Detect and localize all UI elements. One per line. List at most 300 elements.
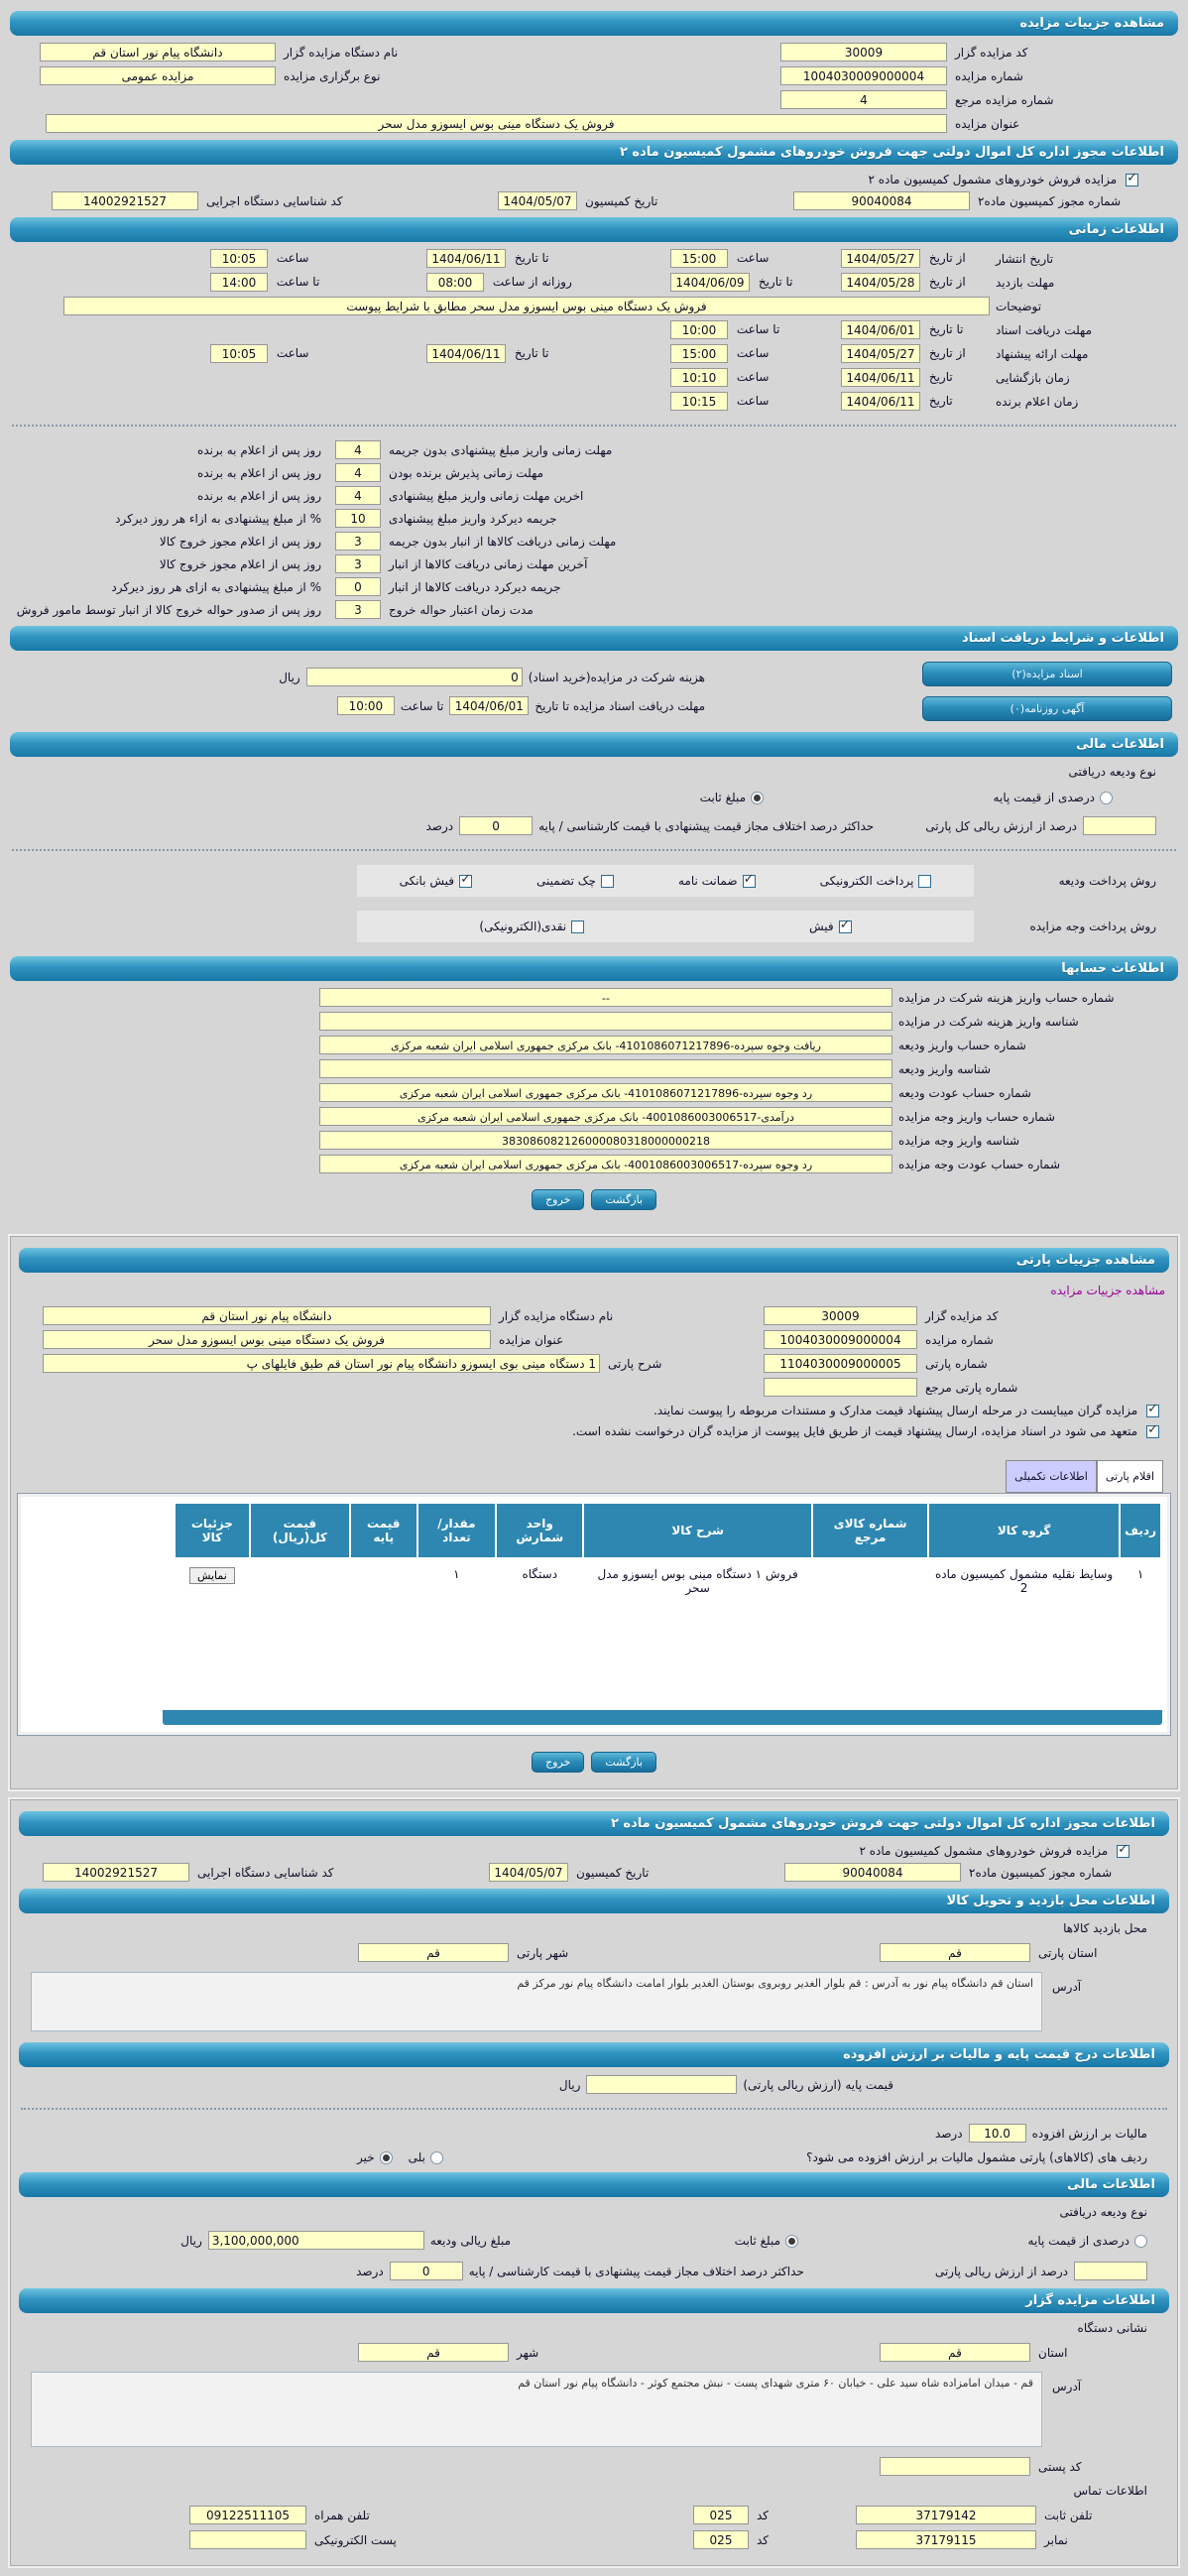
party-city-field[interactable]: قم [358,1943,509,1962]
party-tab-label: اطلاعات تکمیلی [1014,1470,1088,1483]
permit-date-field[interactable]: 1404/05/07 [498,191,577,210]
items-footer-bar [175,1666,1161,1706]
account-row [8,1012,1180,1031]
opening-label: زمان بازگشایی [996,370,1070,385]
party-row-2 [17,1330,1171,1349]
organizer-province-label: استان [1038,2345,1068,2360]
permit-checkbox[interactable] [1126,174,1138,186]
auction-documents-button[interactable]: اسناد مزایده(۲) [922,662,1172,686]
fax-code-label: کد [757,2532,770,2547]
account-label: شماره حساب واریز ودیعه [898,1038,1026,1052]
auction-row-1 [8,43,1180,61]
visit-to-date-field[interactable]: 1404/06/09 [670,273,750,292]
percent-of-value-field[interactable] [1083,816,1156,835]
deposit-payment-label: روش پرداخت ودیعه [1058,874,1156,888]
deposit-type-options [8,791,1180,804]
view-auction-details-link[interactable]: مشاهده جزییات مزایده [1050,1284,1165,1297]
publish-to-time-field[interactable]: 10:05 [210,249,268,268]
penalty-suffix: روز پس از اعلام به برنده [197,442,321,457]
publish-to-date-field[interactable]: 1404/06/11 [426,249,506,268]
party-ref-field[interactable] [764,1378,917,1397]
base-price-field[interactable] [586,2075,737,2094]
account-label: شناسه واریز وجه مزایده [898,1133,1020,1148]
permit2-no-field[interactable]: 90040084 [784,1863,961,1882]
accounts-header: اطلاعات حسابها [10,956,1178,981]
organizer-address-textarea[interactable]: قم - میدان امامزاده شاه سید علی - خیابان ۶۰ متری شهدای پست - نبش مجتمع کوثر - دانشگاه پیام نور استان قم [31,2372,1042,2447]
items-column-header: شرح کالا [583,1503,812,1558]
permit-exec-field[interactable]: 14002921527 [52,191,198,210]
penalty-suffix: روز پس از اعلام مجوز خروج کالا [159,534,321,549]
account-field[interactable]: درآمدی-4001086003006517- بانک مرکزی جمهوری اسلامی ایران شعبه مرکزی [319,1107,892,1126]
percent-of-party-field[interactable] [1074,2262,1147,2280]
max-diff2-field[interactable]: 0 [390,2262,463,2280]
opening-date-field[interactable]: 1404/06/11 [841,368,920,387]
item-index-cell: ۱ [1120,1558,1161,1666]
exit-button[interactable]: خروج [532,1189,584,1210]
winner-label: زمان اعلام برنده [996,394,1079,409]
account-row [8,1083,1180,1102]
penalty-label: جریمه دیرکرد دریافت کالاها از انبار [389,579,561,594]
account-field[interactable]: 383086082126000080318000000218 [319,1131,892,1150]
payment-method-checkbox[interactable] [601,875,614,888]
penalty-row [8,554,1180,573]
offer-to-hour-label: ساعت [276,346,309,360]
contact-info-title: اطلاعات تماس [1073,2484,1147,2498]
account-label: شناسه واریز ودیعه [898,1061,992,1076]
items-column-header: مقدار/ تعداد [417,1503,497,1558]
party-number-field[interactable]: 1104030009000005 [764,1354,917,1373]
visit-place-label: محل بازدید کالاها [1063,1921,1147,1935]
percent-of-value-label: درصد از ارزش ریالی کل پارتی [925,818,1077,833]
penalty-suffix: روز پس از صدور حواله خروج کالا از انبار توسط مامور فروش [16,602,321,617]
party-row-3 [17,1354,1171,1373]
account-field[interactable]: -- [319,988,892,1007]
permit-row [8,191,1180,210]
permit-date-label: تاریخ کمیسیون [585,193,658,208]
auction-detail-panel [0,0,1188,1226]
account-row [8,1059,1180,1078]
max-diff2-label: حداکثر درصد اختلاف مجاز قیمت پیشنهادی با قیمت کارشناسی / پایه [468,2264,804,2278]
notes-label: توضیحات [996,299,1042,313]
payment-method [479,920,584,933]
party-auction-code-label: کد مزایده گزار [925,1308,999,1323]
max-diff-field[interactable]: 0 [459,816,533,835]
organizer-name-field[interactable]: دانشگاه پیام نور استان قم [40,43,276,61]
fixed-radio2[interactable] [785,2235,798,2248]
opening-hour-label: ساعت [736,370,770,384]
auction-number-label: شماره مزایده [955,68,1023,83]
finance1-percent-row [8,816,1180,835]
permit2-date-field[interactable]: 1404/05/07 [489,1863,568,1882]
email-field[interactable] [189,2530,306,2549]
max-diff2-unit: درصد [356,2264,384,2278]
penalty-rows [8,440,1180,619]
vat-no-label: خیر [357,2150,375,2164]
item-total-price-cell [250,1558,350,1666]
payment-method-label: پرداخت الکترونیکی [819,874,914,888]
items-column-header: قیمت کل(ریال) [250,1503,350,1558]
finance2-percent-row [17,2262,1171,2280]
back-button[interactable]: بازگشت [591,1752,656,1773]
penalty-suffix: روز پس از اعلام به برنده [197,465,321,480]
vat-field[interactable]: 10.0 [969,2124,1026,2143]
party-tab-label: اقلام پارتی [1105,1470,1154,1483]
penalty-row [8,532,1180,551]
offer-from-time-field[interactable]: 15:00 [670,344,728,363]
offer-to-time-field[interactable]: 10:05 [210,344,268,363]
fixed-radio-label: مبلغ ثابت [699,791,746,804]
party-desc-label: شرح پارتی [608,1356,662,1371]
permit-no-label: شماره مجوز کمیسیون ماده۲ [978,193,1122,208]
docs-date-field[interactable]: 1404/06/01 [841,320,920,339]
penalty-row [8,577,1180,596]
winner-date-field[interactable]: 1404/06/11 [841,392,920,411]
auction-code-field[interactable]: 30009 [780,43,947,61]
no-file-request-checkbox[interactable] [1146,1425,1159,1438]
mobile-label: تلفن همراه [314,2508,370,2522]
party-location-row [17,1943,1171,1962]
visit-until-hour-label: تا ساعت [276,275,320,289]
account-label: شماره حساب عودت ودیعه [898,1085,1031,1100]
party-organizer-field[interactable]: دانشگاه پیام نور استان قم [43,1306,491,1325]
items-column-header: ردیف [1120,1503,1161,1558]
party-edit-panel [10,1799,1178,2566]
auction-row-3 [8,90,1180,109]
penalty-value-field[interactable]: 4 [335,486,381,505]
winner-date-label: تاریخ [928,394,953,408]
docs-deadline-label: مهلت دریافت اسناد [996,322,1093,337]
divider [12,849,1176,851]
account-label: شماره حساب عودت وجه مزایده [898,1157,1061,1171]
penalty-value-field[interactable]: 3 [335,600,381,619]
penalty-label: مهلت زمانی پذیرش برنده بودن [389,465,544,480]
timing-winner-row [8,392,1180,411]
penalty-row [8,440,1180,459]
penalty-suffix: روز پس از اعلام مجوز خروج کالا [159,556,321,571]
permit2-checkbox-label: مزایده فروش خودروهای مشمول کمیسیون ماده ۲ [859,1844,1109,1858]
fee-field[interactable]: 0 [306,668,523,686]
penalty-row [8,600,1180,619]
party-ref-label: شماره پارتی مرجع [925,1380,1018,1395]
item-ref-cell [812,1558,928,1666]
party-row-1 [17,1306,1171,1325]
auction-number-field[interactable]: 1004030009000004 [780,66,947,85]
fax-field[interactable]: 37179115 [856,2530,1036,2549]
item-group-cell: وسایط نقلیه مشمول کمیسیون ماده 2 [928,1558,1120,1666]
auction-type-field[interactable]: مزایده عمومی [40,66,276,85]
item-base-price-cell [350,1558,417,1666]
publish-to-hour-label: ساعت [276,251,309,265]
timing-notes-row [8,297,1180,315]
penalty-value-field[interactable]: 3 [335,532,381,551]
vat-unit: درصد [934,2126,963,2141]
payment-method [536,874,614,888]
show-item-details-button[interactable]: نمایش [189,1567,235,1584]
payment-method-label: چک تضمینی [536,874,596,888]
publish-from-date-field[interactable]: 1404/05/27 [841,249,920,268]
items-column-header: قیمت پایه [350,1503,417,1558]
finance2-header: اطلاعات مالی [19,2172,1169,2197]
penalty-suffix: % از مبلغ پیشنهادی به ازاء هر روز دیرکرد [115,511,321,526]
email-label: پست الکترونیکی [314,2532,397,2547]
party-city-label: شهر پارتی [517,1945,569,1960]
account-field[interactable] [319,1012,892,1031]
back-button[interactable]: بازگشت [591,1189,656,1210]
docs-to-hour-label: تا ساعت [400,698,444,713]
payment-method-label: نقدی(الکترونیکی) [479,920,567,933]
organizer-address-title: نشانی دستگاه [1077,2321,1147,2335]
penalty-value-field[interactable]: 4 [335,463,381,482]
auction-ref-label: شماره مزایده مرجع [955,92,1054,107]
deposit-type2-options [17,2231,1171,2250]
permit2-exec-label: کد شناسایی دستگاه اجرایی [197,1865,334,1880]
opening-date-label: تاریخ [928,370,953,384]
permit2-exec-field[interactable]: 14002921527 [43,1863,189,1882]
visit-to-label: تا تاریخ [758,275,793,289]
docs-time-field[interactable]: 10:00 [670,320,728,339]
account-label: شماره حساب واریز وجه مزایده [898,1109,1055,1124]
percent-radio2-label: درصدی از قیمت پایه [1027,2233,1129,2248]
deposit-type-label: نوع ودیعه دریافتی [1068,765,1156,779]
permit2-checkbox-line [17,1844,1171,1858]
party-auction-number-label: شماره مزایده [925,1332,994,1347]
docs-deadline-date-field[interactable]: 1404/06/01 [449,696,529,715]
offer-to-date-field[interactable]: 1404/06/11 [426,344,506,363]
party-note-1-text: مزایده گران میبایست در مرحله ارسال پیشنهاد قیمت مدارک و مستندات مربوطه را پیوست نمایند. [653,1404,1138,1417]
account-field[interactable]: رد وجوه سپرده-4101086071217896- بانک مرکزی جمهوری اسلامی ایران شعبه مرکزی [319,1083,892,1102]
party-tabs [17,1460,1171,1493]
organizer-city-label: شهر [517,2345,539,2360]
auction-subject-label: عنوان مزایده [955,116,1020,131]
deposit-amount-unit: ریال [180,2233,202,2248]
offer-to-label: تا تاریخ [514,346,549,360]
party-organizer-label: نام دستگاه مزایده گزار [499,1308,614,1323]
deposit-amount-label: مبلغ ریالی ودیعه [429,2233,511,2248]
phone-field[interactable]: 37179142 [856,2506,1036,2524]
percent-radio2[interactable] [1134,2235,1147,2248]
vat-yes-label: بلی [408,2150,425,2164]
fee-label: هزینه شرکت در مزایده(خرید اسناد) [528,670,705,684]
party-detail-panel [10,1236,1178,1789]
vat-yes-radio[interactable] [430,2151,443,2164]
exit-button[interactable]: خروج [532,1752,584,1773]
penalty-row [8,486,1180,505]
penalty-label: مهلت زمانی دریافت کالاها از انبار بدون جریمه [389,534,617,549]
docs-deadline-time-field[interactable]: 10:00 [337,696,395,715]
auction-code-label: کد مزایده گزار [955,45,1028,60]
offer-from-date-field[interactable]: 1404/05/27 [841,344,920,363]
postal-code-field[interactable] [880,2457,1030,2476]
permit2-row [17,1863,1171,1882]
publish-from-time-field[interactable]: 15:00 [670,249,728,268]
penalty-suffix: روز پس از اعلام به برنده [197,488,321,503]
timing-header: اطلاعات زمانی [10,217,1178,242]
deposit-payment-methods [357,865,974,897]
divider [12,425,1176,427]
organizer-address-label: آدرس [1052,2380,1082,2393]
auction-payment-label: روش پرداخت وجه مزایده [1029,920,1156,933]
party-auction-code-field[interactable]: 30009 [764,1306,917,1325]
percent-of-party-label: درصد از ارزش ریالی پارتی [934,2264,1068,2278]
account-row [8,1131,1180,1150]
party-note-2 [17,1424,1171,1438]
panel2-buttons [17,1752,1171,1773]
postal-code-label: کد پستی [1038,2459,1082,2474]
docs-fields [8,658,918,725]
permit-no-field[interactable]: 90040084 [793,191,970,210]
auction-payment-row [8,911,1180,942]
penalty-label: آخرین مهلت زمانی دریافت کالاها از انبار [389,556,588,571]
max-diff-label: حداکثر درصد اختلاف مجاز قیمت پیشنهادی با قیمت کارشناسی / پایه [538,818,875,833]
finance1-header: اطلاعات مالی [10,732,1178,757]
payment-method [400,874,472,888]
payment-method-checkbox[interactable] [571,920,584,933]
publish-label: تاریخ انتشار [996,251,1054,266]
organizer-header: اطلاعات مزایده گزار [19,2288,1169,2313]
auction-ref-field[interactable]: 4 [780,90,947,109]
party-tab[interactable] [1097,1460,1163,1493]
fax-code-field[interactable]: 025 [693,2530,749,2549]
permit2-checkbox[interactable] [1117,1845,1129,1858]
attachment-required-checkbox[interactable] [1146,1405,1159,1417]
visit-from-date-field[interactable]: 1404/05/28 [841,273,920,292]
auction-payment-methods [357,911,974,942]
payment-method-label: فیش [808,920,834,933]
visit-label: مهلت بازدید [996,275,1055,290]
party-auction-number-field[interactable]: 1004030009000004 [764,1330,917,1349]
timing-publish-row [8,249,1180,268]
party-tab[interactable] [1006,1460,1097,1493]
organizer-location-row [17,2343,1171,2362]
winner-hour-label: ساعت [736,394,770,408]
visit-address-label: آدرس [1052,1980,1082,1994]
account-row [8,1107,1180,1126]
items-row [175,1558,1161,1666]
base-price-row [17,2075,1171,2094]
docs-buttons [918,658,1180,721]
party-province-field[interactable]: قم [880,1943,1030,1962]
timing-opening-row [8,368,1180,387]
pricing-header: اطلاعات درج قیمت پایه و مالیات بر ارزش افزوده [19,2042,1169,2067]
timing-visit-row [8,273,1180,292]
docs-header: اطلاعات و شرایط دریافت اسناد [10,626,1178,651]
docs-deadline-text: مهلت دریافت اسناد مزایده تا تاریخ [535,698,705,713]
permit2-date-label: تاریخ کمیسیون [576,1865,650,1880]
phone-code-label: کد [757,2508,770,2522]
visit-place-header: اطلاعات محل بازدید و تحویل کالا [19,1889,1169,1913]
payment-method [678,874,756,888]
account-label: شناسه واریز هزینه شرکت در مزایده [898,1014,1079,1029]
base-price-unit: ریال [558,2077,581,2092]
visit-daily-from-field[interactable]: 08:00 [426,273,484,292]
vat-row [17,2124,1171,2143]
item-desc-cell: فروش ۱ دستگاه مینی بوس ایسوزو مدل سحر [583,1558,812,1666]
newspaper-ad-button[interactable]: آگهی روزنامه(۰) [922,696,1172,721]
visit-address-row [17,1968,1171,2035]
account-field[interactable]: رد وجوه سپرده-4001086003006517- بانک مرکزی جمهوری اسلامی ایران شعبه مرکزی [319,1155,892,1173]
max-diff-unit: درصد [425,818,454,833]
payment-method-checkbox[interactable] [459,875,472,888]
opening-time-field[interactable]: 10:10 [670,368,728,387]
permit2-header: اطلاعات مجوز اداره کل اموال دولتی جهت فروش خودروهای مشمول کمیسیون ماده ۲ [19,1811,1169,1836]
phone-code-field[interactable]: 025 [693,2506,749,2524]
penalty-value-field[interactable]: 10 [335,509,381,528]
offer-from-label: از تاریخ [928,346,966,360]
party-subject-label: عنوان مزایده [499,1332,564,1347]
panel1-buttons [8,1189,1180,1210]
auction-subject-row [8,114,1180,133]
party-note-1 [17,1404,1171,1417]
permit-checkbox-line [8,173,1180,186]
divider [21,2108,1167,2110]
accounts-rows [8,988,1180,1173]
penalty-label: مهلت زمانی واریز مبلغ پیشنهادی بدون جریمه [389,442,613,457]
penalty-value-field[interactable]: 0 [335,577,381,596]
party-items-table [174,1502,1162,1706]
fixed-radio[interactable] [751,792,764,804]
vat-label: مالیات بر ارزش افزوده [1031,2126,1147,2141]
penalty-value-field[interactable]: 4 [335,440,381,459]
party-desc-field[interactable]: 1 دستگاه مینی بوی ایسوزو دانشگاه پیام نور استان قم طبق فایلهای پ [43,1354,600,1373]
publish-to-label: تا تاریخ [514,251,549,265]
permit-header: اطلاعات مجوز اداره کل اموال دولتی جهت فروش خودروهای مشمول کمیسیون ماده ۲ [10,140,1178,165]
items-header-row [175,1503,1161,1558]
account-field[interactable] [319,1059,892,1078]
winner-time-field[interactable]: 10:15 [670,392,728,411]
party-row-4 [17,1378,1171,1397]
auction-type-label: نوع برگزاری مزایده [284,68,381,83]
items-column-header: گروه کالا [928,1503,1120,1558]
account-row [8,1036,1180,1054]
visit-until-time-field[interactable]: 14:00 [210,273,268,292]
vat-no-radio[interactable] [380,2151,393,2164]
item-unit-cell: دستگاه [496,1558,583,1666]
mobile-field[interactable]: 09122511105 [189,2506,306,2524]
visit-address-textarea[interactable]: استان قم دانشگاه پیام نور به آدرس : قم بلوار الغدیر روبروی بوستان الغدیر بلوار امامت دانشگاه پیام نور مرکز قم [31,1972,1042,2031]
items-column-header: جزئیات کالا [175,1503,250,1558]
permit2-no-label: شماره مجوز کمیسیون ماده۲ [969,1865,1113,1880]
party-number-label: شماره پارتی [925,1356,988,1371]
organizer-city-field[interactable]: قم [358,2343,509,2362]
postal-code-row [17,2457,1171,2476]
party-items-container [17,1493,1171,1736]
vat-question-label: ردیف های (کالاهای) پارتی مشمول مالیات بر ارزش افزوده می شود؟ [806,2150,1147,2164]
deposit-payment-row [8,865,1180,897]
account-field[interactable]: ریافت وجوه سپرده-4101086071217896- بانک مرکزی جمهوری اسلامی ایران شعبه مرکزی [319,1036,892,1054]
penalty-row [8,509,1180,528]
notes-field[interactable]: فروش یک دستگاه مینی بوس ایسوزو مدل سحر مطابق با شرایط پیوست [63,297,990,315]
payment-method-checkbox[interactable] [839,920,852,933]
item-qty-cell: ۱ [417,1558,497,1666]
organizer-address-row [17,2368,1171,2451]
percent-radio[interactable] [1100,792,1113,804]
penalty-value-field[interactable]: 3 [335,554,381,573]
phone-label: تلفن ثابت [1044,2508,1093,2522]
deposit-type2-label: نوع ودیعه دریافتی [1059,2205,1147,2219]
payment-method [809,920,852,933]
party-subject-field[interactable]: فروش یک دستگاه مینی بوس ایسوزو مدل سحر [43,1330,491,1349]
items-footer-bar-2 [163,1710,1162,1725]
penalty-row [8,463,1180,482]
penalty-label: اخرین مهلت زمانی واریز مبلغ پیشنهادی [389,488,584,503]
auction-subject-field[interactable]: فروش یک دستگاه مینی بوس ایسوزو مدل سحر [46,114,947,133]
fee-unit: ریال [279,670,300,684]
organizer-name-label: نام دستگاه مزایده گزار [284,45,399,60]
deposit-amount-field[interactable]: 3,100,000,000 [208,2231,424,2250]
payment-method-checkbox[interactable] [743,875,756,888]
payment-method-checkbox[interactable] [918,875,931,888]
organizer-province-field[interactable]: قم [880,2343,1030,2362]
